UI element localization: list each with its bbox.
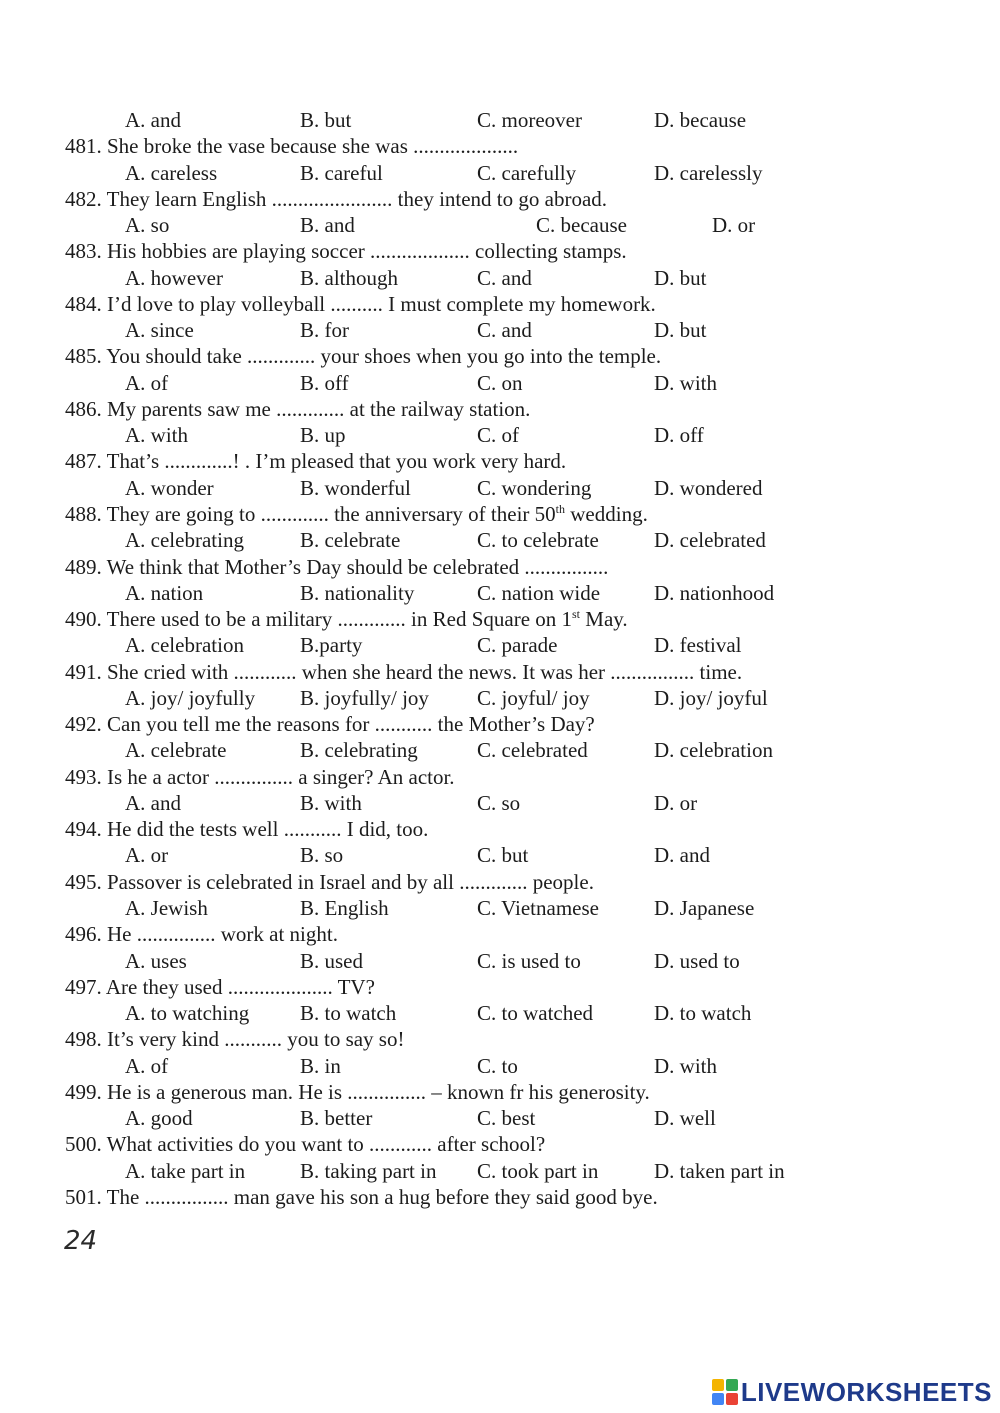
question-text-part: 501. The ................ man gave his son a hug before they said good bye. (65, 1184, 658, 1209)
question-text-part: 491. She cried with ............ when she heard the news. It was her ................ time. (65, 659, 743, 684)
question-text (65, 1026, 404, 1052)
answer-option-c: C. and (477, 318, 532, 343)
answer-option-d: D. nationhood (654, 580, 775, 605)
logo-square (712, 1379, 724, 1391)
answer-options-line (65, 790, 965, 816)
answer-option-b: B. but (300, 108, 352, 132)
question-text (65, 186, 607, 212)
question-text-part: 485. You should take ............. your shoes when you go into the temple. (65, 344, 662, 369)
answer-option-d: D. celebrated (654, 528, 766, 553)
question-text-part: 500. What activities do you want to ............ after school? (65, 1132, 546, 1157)
question-text-part: 497. Are they used .................... TV? (65, 974, 375, 999)
answer-option-a: A. since (125, 318, 194, 343)
answer-option-d: D. or (654, 790, 698, 815)
question-text (65, 343, 661, 369)
logo-square (726, 1393, 738, 1405)
question-line (65, 1079, 965, 1105)
question-line (65, 1131, 965, 1157)
question-text (65, 554, 608, 580)
logo-square (726, 1379, 738, 1391)
answer-options-line (65, 107, 965, 133)
answer-options-line (65, 632, 965, 658)
answer-options-line (65, 265, 965, 291)
question-line (65, 869, 965, 895)
question-text (65, 291, 656, 317)
answer-option-a: A. careless (125, 160, 218, 185)
answer-options-line (65, 475, 965, 501)
answer-option-d: D. carelessly (654, 160, 763, 185)
question-line (65, 816, 965, 842)
question-text (65, 448, 566, 474)
question-line (65, 186, 965, 212)
answer-option-b: B. in (300, 1053, 341, 1078)
question-text-part: 489. We think that Mother’s Day should be celebrated ................ (65, 554, 609, 579)
question-text (65, 1079, 650, 1105)
answer-options-line (65, 1000, 965, 1026)
answer-option-b: B. to watch (300, 1001, 397, 1026)
answer-option-b: B. off (300, 370, 349, 395)
question-text-part: 483. His hobbies are playing soccer ................... collecting stamps. (65, 239, 627, 264)
answer-option-a: A. Jewish (125, 895, 208, 920)
question-text-part: 486. My parents saw me ............. at the railway station. (65, 396, 531, 421)
question-text (65, 659, 742, 685)
liveworksheets-logo-icon (712, 1379, 738, 1405)
ordinal-suffix: th (555, 501, 566, 516)
answer-option-c: C. parade (477, 633, 558, 658)
answer-option-d: D. or (712, 213, 756, 238)
question-text-part: 495. Passover is celebrated in Israel and by all ............. people. (65, 869, 594, 894)
answer-option-b: B. joyfully/ joy (300, 685, 429, 710)
question-line (65, 764, 965, 790)
question-text-part: 496. He ............... work at night. (65, 922, 338, 947)
answer-option-d: D. off (654, 423, 704, 448)
answer-option-d: D. to watch (654, 1001, 752, 1026)
question-text-part: 492. Can you tell me the reasons for ........... the Mother’s Day? (65, 712, 595, 737)
question-text (65, 606, 628, 632)
question-line (65, 501, 965, 527)
answer-option-c: C. of (477, 423, 519, 448)
question-text (65, 1131, 545, 1157)
liveworksheets-watermark (712, 1375, 992, 1409)
question-line (65, 659, 965, 685)
answer-option-c: C. to watched (477, 1001, 594, 1026)
question-text-part: 484. I’d love to play volleyball .......... I must complete my homework. (65, 291, 656, 316)
answer-option-c: C. Vietnamese (477, 895, 599, 920)
answer-option-d: D. but (654, 318, 707, 343)
answer-option-d: D. celebration (654, 738, 773, 763)
answer-options-line (65, 527, 965, 553)
answer-option-a: A. of (125, 1053, 169, 1078)
answer-options-line (65, 842, 965, 868)
question-text (65, 816, 428, 842)
question-line (65, 921, 965, 947)
answer-option-a: A. take part in (125, 1158, 246, 1183)
answer-option-a: A. uses (125, 948, 187, 973)
answer-option-b: B. with (300, 790, 362, 815)
question-line (65, 1026, 965, 1052)
answer-option-b: B. and (300, 213, 355, 238)
question-line (65, 554, 965, 580)
question-line (65, 396, 965, 422)
answer-option-b: B. careful (300, 160, 383, 185)
answer-option-c: C. to (477, 1053, 518, 1078)
answer-option-d: D. taken part in (654, 1158, 785, 1183)
answer-options-line (65, 948, 965, 974)
answer-option-a: A. wonder (125, 475, 214, 500)
answer-option-c: C. wondering (477, 475, 592, 500)
answer-option-a: A. celebration (125, 633, 244, 658)
question-text (65, 238, 627, 264)
answer-option-c: C. celebrated (477, 738, 588, 763)
answer-option-c: C. moreover (477, 108, 582, 132)
answer-option-a: A. however (125, 265, 223, 290)
answer-option-d: D. used to (654, 948, 740, 973)
watermark-text: LIVEWORKSHEETS (740, 1376, 992, 1407)
answer-options-line (65, 160, 965, 186)
answer-option-b: B. up (300, 423, 346, 448)
question-line (65, 974, 965, 1000)
question-text-part: 482. They learn English ....................... they intend to go abroad. (65, 186, 608, 211)
question-text-part: 490. There used to be a military ............. in Red Square on 1 (65, 607, 573, 632)
question-text (65, 133, 518, 159)
answer-option-b: B. so (300, 843, 344, 868)
ordinal-suffix: st (572, 607, 581, 622)
answer-option-d: D. because (654, 108, 747, 132)
question-text-part: wedding. (565, 501, 648, 526)
question-text (65, 764, 455, 790)
answer-option-d: D. with (654, 1053, 717, 1078)
question-text-part: 493. Is he a actor ............... a singer? An actor. (65, 764, 455, 789)
question-text (65, 974, 375, 1000)
answer-options-line (65, 212, 965, 238)
logo-square (712, 1393, 724, 1405)
answer-option-b: B.party (300, 633, 363, 658)
answer-option-b: B. better (300, 1106, 373, 1131)
answer-option-a: A. of (125, 370, 169, 395)
question-line (65, 711, 965, 737)
question-text-part: 494. He did the tests well ........... I did, too. (65, 817, 429, 842)
answer-option-d: D. with (654, 370, 717, 395)
question-text-part: 498. It’s very kind ........... you to say so! (65, 1027, 405, 1052)
answer-option-a: A. and (125, 790, 181, 815)
answer-option-c: C. took part in (477, 1158, 599, 1183)
answer-option-a: A. and (125, 108, 181, 132)
question-text-part: 488. They are going to ............. the anniversary of their 50 (65, 501, 556, 526)
answer-option-c: C. but (477, 843, 529, 868)
answer-option-c: C. carefully (477, 160, 577, 185)
answer-option-b: B. nationality (300, 580, 415, 605)
question-text (65, 1184, 658, 1210)
answer-option-d: D. and (654, 843, 710, 868)
question-text (65, 869, 594, 895)
answer-option-a: A. or (125, 843, 169, 868)
answer-option-c: C. and (477, 265, 532, 290)
answer-option-d: D. joy/ joyful (654, 685, 768, 710)
answer-option-a: A. so (125, 213, 170, 238)
answer-option-b: B. used (300, 948, 363, 973)
answer-options-line (65, 1105, 965, 1131)
answer-option-b: B. although (300, 265, 398, 290)
answer-option-a: A. celebrate (125, 738, 227, 763)
answer-option-b: B. taking part in (300, 1158, 437, 1183)
question-line (65, 606, 965, 632)
question-line (65, 291, 965, 317)
answer-options-line (65, 1158, 965, 1184)
question-text-part: May. (580, 607, 628, 632)
answer-option-d: D. well (654, 1106, 716, 1131)
answer-option-c: C. is used to (477, 948, 581, 973)
question-text-part: 499. He is a generous man. He is ............... – known fr his generosity. (65, 1079, 650, 1104)
question-text (65, 396, 530, 422)
answer-option-a: A. celebrating (125, 528, 244, 553)
question-line (65, 1184, 965, 1210)
answer-options-line (65, 685, 965, 711)
question-line (65, 343, 965, 369)
question-text (65, 711, 595, 737)
answer-option-b: B. English (300, 895, 389, 920)
answer-option-b: B. for (300, 318, 349, 343)
answer-option-c: C. on (477, 370, 523, 395)
answer-option-d: D. Japanese (654, 895, 755, 920)
answer-options-line (65, 370, 965, 396)
question-text-part: 481. She broke the vase because she was .................... (65, 134, 519, 159)
answer-option-a: A. nation (125, 580, 204, 605)
question-line (65, 238, 965, 264)
answer-options-line (65, 895, 965, 921)
page-number: 24 (64, 1226, 98, 1256)
answer-option-c: C. nation wide (477, 580, 601, 605)
question-text (65, 501, 648, 527)
answer-option-c: C. because (536, 213, 627, 238)
answer-option-d: D. festival (654, 633, 742, 658)
question-line (65, 448, 965, 474)
answer-option-c: C. so (477, 790, 521, 815)
answer-options-line (65, 580, 965, 606)
answer-option-a: A. to watching (125, 1001, 250, 1026)
answer-option-d: D. wondered (654, 475, 763, 500)
answer-option-a: A. good (125, 1106, 193, 1131)
answer-option-a: A. with (125, 423, 188, 448)
answer-option-d: D. but (654, 265, 707, 290)
answer-options-line (65, 422, 965, 448)
answer-options-line (65, 737, 965, 763)
worksheet-content (65, 107, 965, 1210)
answer-option-c: C. joyful/ joy (477, 685, 590, 710)
answer-option-b: B. celebrating (300, 738, 418, 763)
answer-option-a: A. joy/ joyfully (125, 685, 256, 710)
answer-option-c: C. best (477, 1106, 536, 1131)
answer-option-b: B. celebrate (300, 528, 401, 553)
question-line (65, 133, 965, 159)
answer-options-line (65, 1053, 965, 1079)
question-text-part: 487. That’s .............! . I’m pleased that you work very hard. (65, 449, 567, 474)
question-text (65, 921, 338, 947)
answer-options-line (65, 317, 965, 343)
answer-option-b: B. wonderful (300, 475, 411, 500)
answer-option-c: C. to celebrate (477, 528, 599, 553)
